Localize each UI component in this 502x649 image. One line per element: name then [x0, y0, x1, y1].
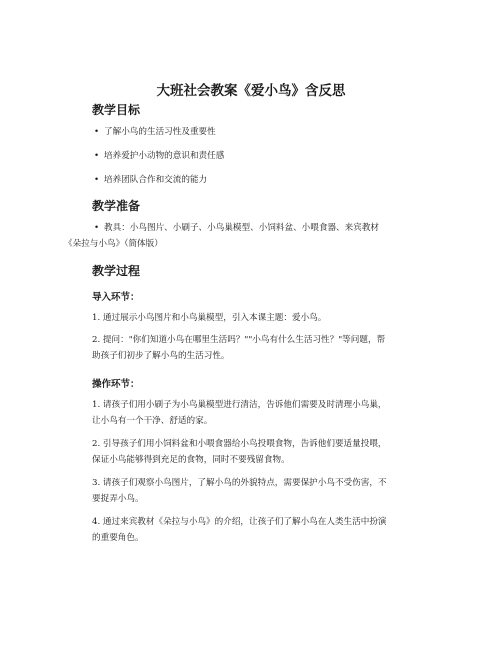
- operate-paragraph-2: 2. 引导孩子们用小饲料盆和小喂食器给小鸟投喂食物，告诉他们要适量投喂， 保证小鸟能够得到充足的食物，同时不要残留食物。: [92, 439, 387, 465]
- goal-item: • 培养团队合作和交流的能力: [94, 175, 208, 185]
- section-heading-process: 教学过程: [92, 264, 141, 278]
- subheading-operate: 操作环节：: [92, 379, 140, 390]
- document-title: 大班社会教案《爱小鸟》含反思: [156, 83, 346, 99]
- bullet-icon: •: [94, 127, 100, 137]
- operate-paragraph-3: 3. 请孩子们观察小鸟图片，了解小鸟的外貌特点，需要保护小鸟不受伤害，不 要捉弄小鸟。: [92, 478, 387, 504]
- subheading-intro: 导入环节：: [92, 292, 140, 303]
- operate-paragraph-4: 4. 通过来宾教材《朵拉与小鸟》的介绍，让孩子们了解小鸟在人类生活中扮演 的重要角色。: [92, 517, 387, 543]
- intro-paragraph-2: 2. 提问："你们知道小鸟在哪里生活吗？""小鸟有什么生活习性？"等问题，帮 助孩子们初步了解小鸟的生活习性。: [92, 335, 386, 361]
- goal-item: • 培养爱护小动物的意识和责任感: [94, 151, 225, 161]
- operate-paragraph-1: 1. 请孩子们用小刷子为小鸟巢模型进行清洁，告诉他们需要及时清理小鸟巢， 让小鸟有一个干净、舒适的家。: [92, 400, 387, 426]
- bullet-icon: •: [94, 175, 100, 185]
- goal-item: • 了解小鸟的生活习性及重要性: [94, 127, 216, 137]
- section-heading-goals: 教学目标: [92, 103, 141, 117]
- intro-paragraph-1: 1. 通过展示小鸟图片和小鸟巢模型，引入本课主题：爱小鸟。: [92, 313, 327, 323]
- bullet-icon: •: [94, 151, 100, 161]
- prep-item: • 教具：小鸟图片、小刷子、小鸟巢模型、小饲料盆、小喂食器、来宾教材 《朵拉与小鸟》（简体版）: [64, 223, 380, 249]
- bullet-icon: •: [94, 223, 100, 233]
- section-heading-prep: 教学准备: [92, 199, 141, 213]
